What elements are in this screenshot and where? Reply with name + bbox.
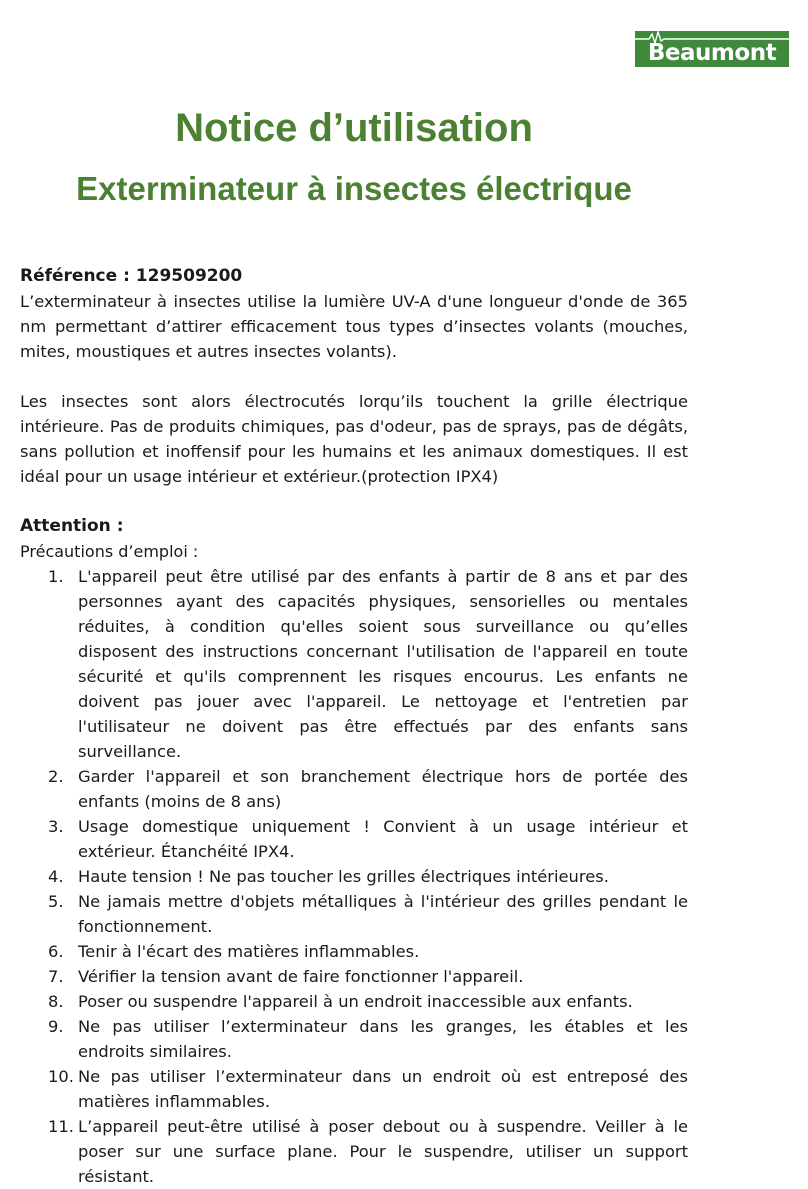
list-item bbox=[48, 1114, 688, 1189]
list-item bbox=[48, 989, 688, 1014]
list-item-text: L’appareil peut-être utilisé à poser debout ou à suspendre. Veiller à le poser sur une surface plane. Pour le suspendre, utiliser un support résistant. bbox=[78, 1117, 688, 1186]
list-item-text: Ne pas utiliser l’exterminateur dans les granges, les étables et les endroits similaires. bbox=[78, 1017, 688, 1061]
list-item bbox=[48, 814, 688, 864]
description-paragraph: Les insectes sont alors électrocutés lorqu’ils touchent la grille électrique intérieure. Pas de produits chimiques, pas d'odeur, pas de sprays, pas de dégâts, sans pollution et inoffensif pour les humains et les animaux domestiques. Il est idéal pour un usage intérieur et extérieur.(protection IPX4) bbox=[20, 392, 688, 486]
list-item-number: 9. bbox=[48, 1017, 64, 1036]
precautions-intro: Précautions d’emploi : bbox=[20, 542, 199, 561]
section-spacer bbox=[20, 489, 688, 514]
reference-heading: Référence : 129509200 bbox=[20, 266, 243, 286]
list-item-text: L'appareil peut être utilisé par des enfants à partir de 8 ans et par des personnes ayant des capacités physiques, sensorielles ou mentales réduites, à condition qu'elles soient sous surveillance ou qu’elles disposent des instructions concernant l'utilisation de l'appareil en toute sécurité et qu'ils comprennent les risques encourus. Les enfants ne doivent pas jouer avec l'appareil. Le nettoyage et l'entretien par l'utilisateur ne doivent pas être effectués par des enfants sans surveillance. bbox=[78, 567, 688, 761]
list-item bbox=[48, 939, 688, 964]
list-item-number: 6. bbox=[48, 942, 64, 961]
precautions-list bbox=[20, 564, 688, 1189]
list-item-text: Poser ou suspendre l'appareil à un endroit inaccessible aux enfants. bbox=[78, 992, 633, 1011]
list-item-text: Ne pas utiliser l’exterminateur dans un endroit où est entreposé des matières inflammables. bbox=[78, 1067, 688, 1111]
list-item-text: Ne jamais mettre d'objets métalliques à l'intérieur des grilles pendant le fonctionnement. bbox=[78, 892, 688, 936]
list-item bbox=[48, 964, 688, 989]
brand-logo-text: Beaumont bbox=[647, 40, 777, 66]
intro-paragraph: L’exterminateur à insectes utilise la lumière UV-A d'une longueur d'onde de 365 nm permettant d’attirer efficacement tous types d’insectes volants (mouches, mites, moustiques et autres insectes volants). bbox=[20, 292, 688, 361]
document-body bbox=[20, 264, 688, 1189]
list-item bbox=[48, 889, 688, 939]
list-item-text: Haute tension ! Ne pas toucher les grilles électriques intérieures. bbox=[78, 867, 609, 886]
list-item-text: Usage domestique uniquement ! Convient à un usage intérieur et extérieur. Étanchéité IPX4. bbox=[78, 817, 688, 861]
list-item-text: Tenir à l'écart des matières inflammables. bbox=[78, 942, 420, 961]
list-item-number: 11. bbox=[48, 1117, 74, 1136]
list-item-number: 10. bbox=[48, 1067, 74, 1086]
page-title: Notice d’utilisation bbox=[175, 106, 533, 150]
list-item-number: 5. bbox=[48, 892, 64, 911]
list-item bbox=[48, 764, 688, 814]
page-subtitle: Exterminateur à insectes électrique bbox=[76, 170, 632, 207]
list-item bbox=[48, 864, 688, 889]
list-item-text: Garder l'appareil et son branchement électrique hors de portée des enfants (moins de 8 ans) bbox=[78, 767, 688, 811]
list-item-number: 3. bbox=[48, 817, 64, 836]
list-item bbox=[48, 1014, 688, 1064]
list-item-number: 7. bbox=[48, 967, 64, 986]
attention-heading: Attention : bbox=[20, 516, 124, 536]
list-item bbox=[48, 1064, 688, 1114]
paragraph-spacer bbox=[20, 364, 688, 389]
list-item-number: 4. bbox=[48, 867, 64, 886]
list-item-number: 8. bbox=[48, 992, 64, 1011]
list-item-text: Vérifier la tension avant de faire fonctionner l'appareil. bbox=[78, 967, 524, 986]
list-item-number: 1. bbox=[48, 567, 64, 586]
list-item bbox=[48, 564, 688, 764]
brand-logo bbox=[635, 31, 789, 67]
list-item-number: 2. bbox=[48, 767, 64, 786]
